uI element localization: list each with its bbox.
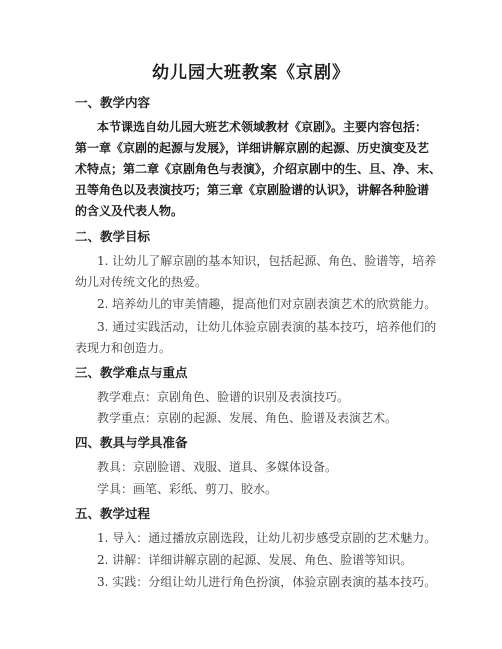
paragraph-line: 的含义及代表人物。	[75, 204, 184, 218]
paragraph-line: 2. 培养幼儿的审美情趣，提高他们对京剧表演艺术的欣赏能力。	[97, 297, 437, 311]
paragraph-line: 教具：京剧脸谱、戏服、道具、多媒体设备。	[97, 460, 338, 474]
paragraph-line: 3. 实践：分组让幼儿进行角色扮演，体验京剧表演的基本技巧。	[97, 575, 437, 589]
paragraph-line: 学具：画笔、彩纸、剪刀、胶水。	[97, 482, 278, 496]
paragraph-line: 丑等角色以及表演技巧；第三章《京剧脸谱的认识》，讲解各种脸谱	[75, 183, 430, 197]
paragraph-line: 1. 让幼儿了解京剧的基本知识，包括起源、角色、脸谱等，培养	[97, 254, 437, 268]
paragraph-line: 幼儿对传统文化的热爱。	[75, 275, 208, 289]
section-heading: 二、教学目标	[75, 229, 151, 244]
section-heading: 五、教学过程	[75, 506, 151, 521]
paragraph-line: 术特点；第二章《京剧角色与表演》，介绍京剧中的生、旦、净、末、	[75, 162, 442, 176]
section-heading: 三、教学难点与重点	[75, 365, 188, 380]
paragraph-line: 2. 讲解：详细讲解京剧的起源、发展、角色、脸谱等知识。	[97, 553, 413, 567]
section-heading: 一、教学内容	[75, 95, 151, 110]
paragraph-line: 第一章《京剧的起源与发展》，详细讲解京剧的起源、历史演变及艺	[75, 141, 430, 155]
paragraph-line: 表现力和创造力。	[75, 341, 172, 355]
paragraph-line: 教学重点：京剧的起源、发展、角色、脸谱及表演艺术。	[97, 411, 398, 425]
document-title: 幼儿园大班教案《京剧》	[152, 63, 350, 83]
paragraph-line: 1. 导入：通过播放京剧选段，让幼儿初步感受京剧的艺术魅力。	[97, 531, 437, 545]
paragraph-line: 3. 通过实践活动，让幼儿体验京剧表演的基本技巧，培养他们的	[97, 320, 437, 334]
paragraph-line: 教学难点：京剧角色、脸谱的识别及表演技巧。	[97, 390, 350, 404]
paragraph-line: 本节课选自幼儿园大班艺术领域教材《京剧》。主要内容包括：	[97, 120, 428, 134]
section-heading: 四、教具与学具准备	[75, 435, 188, 450]
